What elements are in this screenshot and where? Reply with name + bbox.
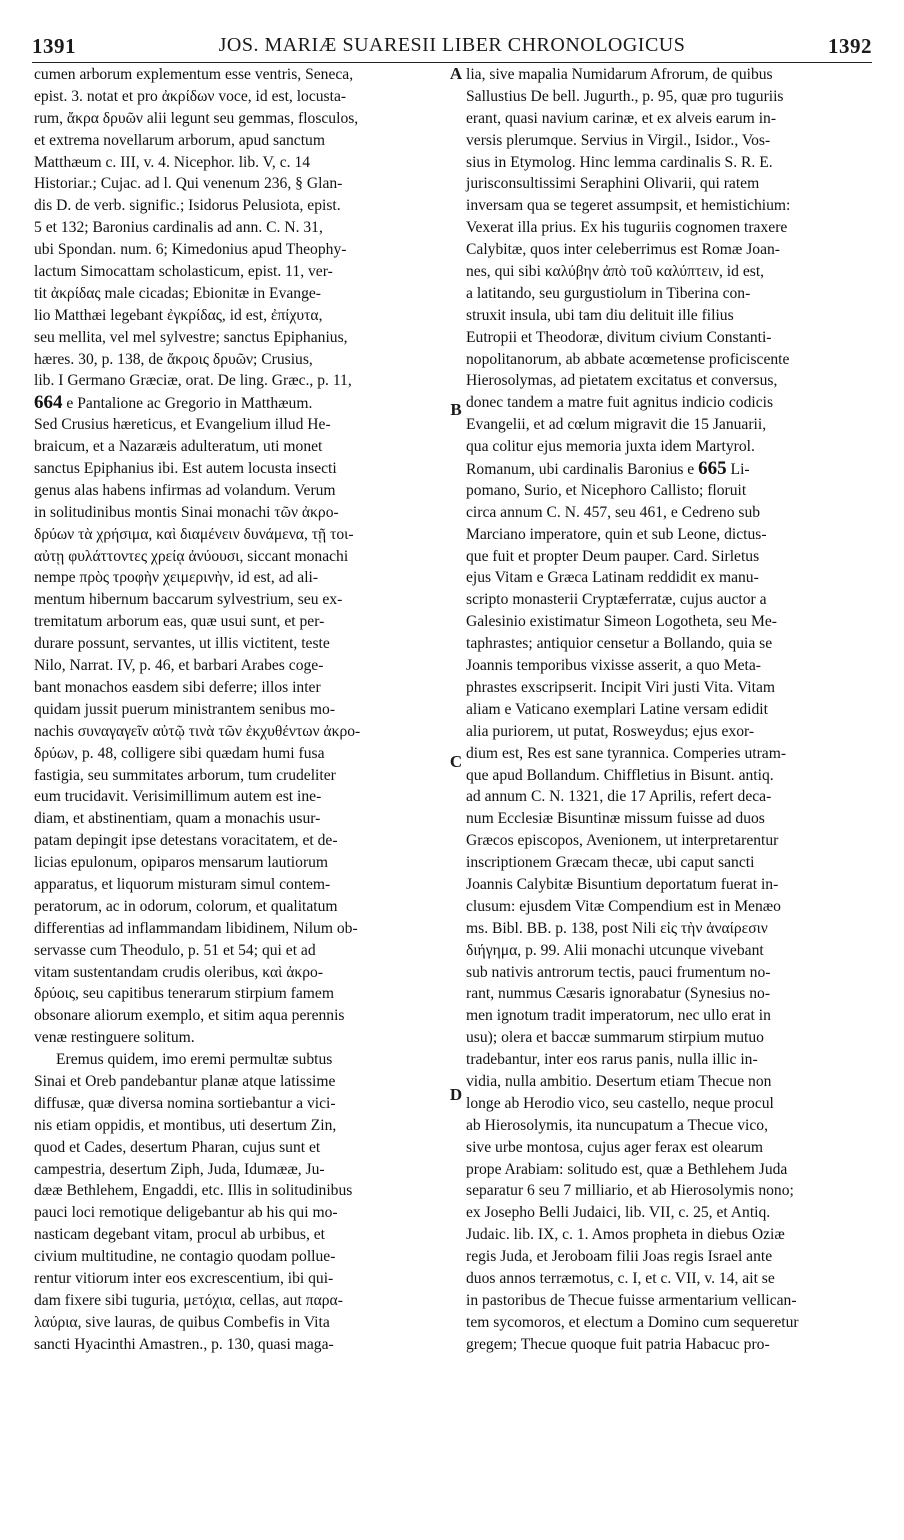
text-line: civium multitudine, ne contagio quodam pollue- — [34, 1248, 336, 1266]
text-line: Matthæum c. III, v. 4. Nicephor. lib. V, c. 14 — [34, 153, 311, 171]
running-title: JOS. MARIÆ SUARESII LIBER CHRONOLOGICUS — [218, 34, 686, 56]
text-line: nachis συναγαγεῖν αὐτῷ τινὰ τῶν ἐκχυθέντων ἀκρο- — [34, 722, 361, 740]
text-line: tremitatum arborum eas, quæ usui sunt, et per- — [34, 613, 325, 631]
text-line: apparatus, et liquorum misturam simul contem- — [34, 875, 331, 893]
text-line: δρύων, p. 48, colligere sibi quædam humi fusa — [34, 744, 325, 762]
text-line: dis D. de verb. signific.; Isidorus Pelusiota, epist. — [34, 197, 341, 215]
text-line: sius in Etymolog. Hinc lemma cardinalis S. R. E. — [466, 153, 773, 171]
text-line: tem sycomoros, et electum a Domino cum sequeretur — [466, 1313, 799, 1331]
text-line: regis Juda, et Jeroboam filii Joas regis Israel ante — [466, 1248, 773, 1266]
text-line: men ignotum tradit imperatorum, nec ullo erat in — [466, 1007, 771, 1025]
text-line: clusum: ejusdem Vitæ Compendium est in Menæo — [466, 897, 781, 915]
text-line: struxit insula, ubi tam diu delituit ille filius — [466, 306, 734, 324]
text-line: ad annum C. N. 1321, die 17 Aprilis, refert deca- — [466, 788, 772, 806]
text-line: διήγημα, p. 99. Alii monachi utcunque vivebant — [466, 941, 764, 959]
text-line: Galesinio existimatur Simeon Logotheta, seu Me- — [466, 613, 777, 631]
text-line: vitam sustentandam crudis oleribus, καὶ ἀκρο- — [34, 963, 324, 981]
text-line: scripto monasterii Cryptæferratæ, cujus auctor a — [466, 591, 767, 609]
left-page-number: 1391 — [32, 34, 76, 58]
text-line: Judaic. lib. IX, c. 1. Amos propheta in diebus Oziæ — [466, 1226, 785, 1244]
text-line: in pastoribus de Thecue fuisse armentarium vellican- — [466, 1291, 797, 1309]
text-line: 664 e Pantalione ac Gregorio in Matthæum. — [34, 392, 313, 414]
text-line: servasse cum Theodulo, p. 51 et 54; qui et ad — [34, 941, 316, 959]
text-line: δρύων τὰ χρήσιμα, καὶ διαμένειν δυνάμενα, τῇ τοι- — [34, 525, 354, 543]
text-line: num Ecclesiæ Bisuntinæ missum fuisse ad duos — [466, 810, 765, 828]
text-line: vidia, nulla ambitio. Desertum etiam Thecue non — [466, 1072, 772, 1090]
text-line: Vexerat illa prius. Ex his tuguriis cognomen traxere — [466, 219, 788, 237]
text-line: mentum hibernum baccarum sylvestrium, seu ex- — [34, 591, 343, 609]
text-line: et extrema novellarum arborum, apud sanctum — [34, 131, 325, 149]
text-line: Eremus quidem, imo eremi permultæ subtus — [56, 1051, 333, 1069]
text-line: taphrastes; antiquior censetur a Bollando, quia se — [466, 635, 773, 653]
text-line: dææ Bethlehem, Engaddi, etc. Illis in solitudinibus — [34, 1182, 353, 1200]
text-line: campestria, desertum Ziph, Juda, Idumææ, Ju- — [34, 1160, 325, 1178]
text-line: tit ἀκρίδας male cicadas; Ebionitæ in Evange- — [34, 284, 321, 302]
text-line: sancti Hyacinthi Amastren., p. 130, quasi maga- — [34, 1335, 334, 1353]
text-line: longe ab Herodio vico, seu castello, neque procul — [466, 1094, 774, 1112]
text-line: diffusæ, quæ diversa nomina sortiebantur a vici- — [34, 1094, 336, 1112]
text-line: dium est, Res est sane tyrannica. Comperies utram- — [466, 744, 787, 762]
text-line: dam fixere sibi tuguria, μετόχια, cellas, aut παρα- — [34, 1291, 343, 1309]
text-line: rant, nummus Cæsaris ignorabatur (Synesius no- — [466, 985, 771, 1003]
text-line: lio Matthæi legebant ἐγκρίδας, id est, ἐπίχυτα, — [34, 306, 323, 324]
section-marker-b: B — [450, 400, 462, 419]
text-line: qua colitur ejus memoria juxta idem Martyrol. — [466, 438, 755, 456]
text-line: quidam jussit puerum ministrantem senibus mo- — [34, 700, 336, 718]
text-line: aliam e Vaticano exemplari Latine versam edidit — [466, 700, 768, 718]
text-line: licias epulonum, opiparos mensarum lautiorum — [34, 854, 329, 872]
text-line: donec tandem a matre fuit agnitus indicio codicis — [466, 394, 774, 412]
text-line: Historiar.; Cujac. ad l. Qui venenum 236, § Glan- — [34, 175, 343, 193]
text-line: in solitudinibus montis Sinai monachi τῶν ἀκρο- — [34, 503, 339, 521]
text-line: epist. 3. notat et pro ἀκρίδων voce, id est, locusta- — [34, 87, 347, 105]
text-line: λαύρια, sive lauras, de quibus Combefis in Vita — [34, 1313, 330, 1331]
text-line: pomano, Surio, et Nicephoro Callisto; floruit — [466, 481, 747, 499]
text-line: Marciano imperatore, quin et sub Leone, dictus- — [466, 525, 767, 543]
right-page-number: 1392 — [828, 34, 872, 58]
text-line: rum, ἄκρα δρυῶν alii legunt seu gemmas, flosculos, — [34, 109, 359, 127]
text-line: venæ restinguere solitum. — [34, 1029, 195, 1047]
running-header — [32, 34, 872, 64]
text-line: Græcos episcopos, Avenionem, ut interpretarentur — [466, 832, 779, 850]
text-line: sub nativis antrorum tectis, pauci frumentum no- — [466, 963, 771, 981]
text-line: Sed Crusius hæreticus, et Evangelium illud He- — [34, 416, 331, 434]
text-line: Hierosolymas, ad pietatem excitatus et conversus, — [466, 372, 778, 390]
text-line: nis etiam oppidis, et montibus, uti desertum Zin, — [34, 1116, 337, 1134]
left-column — [34, 64, 439, 1356]
text-line: genus alas habens infirmas ad volandum. Verum — [34, 481, 336, 499]
header-rule — [32, 62, 872, 63]
text-line: a latitando, seu gurgustiolum in Tiberina con- — [466, 284, 751, 302]
text-line: hæres. 30, p. 138, de ἄκροις δρυῶν; Crusius, — [34, 350, 313, 368]
text-line: alia puriorem, ut putat, Rosweydus; ejus exor- — [466, 722, 755, 740]
text-line: ms. Bibl. BB. p. 138, post Nili εἰς τὴν ἀναίρεσιν — [466, 919, 768, 937]
text-line: versis plerumque. Servius in Virgil., Isidor., Vos- — [466, 131, 771, 149]
text-line: ejus Vitam e Græca Latinam reddidit ex manu- — [466, 569, 759, 587]
section-marker-a: A — [449, 64, 463, 83]
text-line: ab Hierosolymis, ita nuncupatum a Thecue vico, — [466, 1116, 768, 1134]
text-line: quod et Cades, desertum Pharan, cujus sunt et — [34, 1138, 321, 1156]
text-line: Nilo, Narrat. IV, p. 46, et barbari Arabes coge- — [34, 657, 324, 675]
text-line: pauci loci remotique deligebantur ab his qui mo- — [34, 1204, 338, 1222]
text-line: prope Arabiam: solitudo est, quæ a Bethlehem Juda — [466, 1160, 788, 1178]
text-line: braicum, et a Nazaræis adulteratum, uti monet — [34, 438, 323, 456]
text-line: gregem; Thecue quoque fuit patria Habacuc pro- — [466, 1335, 770, 1353]
text-line: ubi Spondan. num. 6; Kimedonius apud Theophy- — [34, 241, 347, 259]
text-line: 5 et 132; Baronius cardinalis ad ann. C. N. 31, — [34, 219, 323, 237]
text-line: cumen arborum explementum esse ventris, Seneca, — [34, 66, 354, 83]
text-line: Eutropii et Theodoræ, divitum civium Constanti- — [466, 328, 772, 346]
text-line: diam, et abstinentiam, quam a monachis usur- — [34, 810, 321, 828]
text-line: separatur 6 seu 7 milliario, et ab Hierosolymis nono; — [466, 1182, 794, 1200]
text-line: Calybitæ, quos inter celeberrimus est Romæ Joan- — [466, 241, 780, 259]
text-line: circa annum C. N. 457, seu 461, e Cedreno sub — [466, 503, 761, 521]
section-marker-d: D — [449, 1085, 463, 1104]
text-line: ex Josepho Belli Judaici, lib. VII, c. 25, et Antiq. — [466, 1204, 771, 1222]
text-line: αὐτῃ φυλάττοντες χρείᾳ ἀνύουσι, siccant monachi — [34, 547, 349, 565]
text-line: inscriptionem Græcam thecæ, ubi caput sancti — [466, 854, 755, 872]
text-line: lia, sive mapalia Numidarum Afrorum, de quibus — [466, 66, 773, 83]
text-line: jurisconsultissimi Seraphini Olivarii, qui ratem — [466, 175, 760, 193]
text-line: usu); olera et baccæ summarum stirpium mutuo — [466, 1029, 764, 1047]
margin-number: 665 — [698, 458, 727, 480]
text-line: que apud Bollandum. Chiffletius in Bisunt. antiq. — [466, 766, 774, 784]
text-line: duos annos terræmotus, c. I, et c. VII, v. 14, ait se — [466, 1269, 775, 1287]
text-line: Sallustius De bell. Jugurth., p. 95, quæ pro tuguriis — [466, 87, 784, 105]
text-line: sive urbe montosa, cujus ager ferax est olearum — [466, 1138, 764, 1156]
text-line: eum trucidavit. Verisimillimum autem est ine- — [34, 788, 322, 806]
text-line: sanctus Epiphanius ibi. Est autem locusta insecti — [34, 460, 337, 478]
text-line: fastigia, seu summitates arborum, tum crudeliter — [34, 766, 336, 784]
text-line: peratorum, ac in odorum, colorum, et qualitatum — [34, 897, 338, 915]
text-line: Romanum, ubi cardinalis Baronius e 665 Li- — [466, 458, 750, 480]
section-marker-c: C — [449, 752, 463, 771]
text-line: obsonare aliorum exemplo, et sitim aqua perennis — [34, 1007, 345, 1025]
text-line: que fuit et propter Deum pauper. Card. Sirletus — [466, 547, 760, 565]
text-line: seu mellita, vel mel sylvestre; sanctus Epiphanius, — [34, 328, 348, 346]
text-line: phrastes exscripserit. Incipit Viri justi Vita. Vitam — [466, 678, 776, 696]
text-line: nasticam degebant vitam, procul ab urbibus, et — [34, 1226, 325, 1244]
text-line: Sinai et Oreb pandebantur planæ atque latissime — [34, 1072, 336, 1090]
text-line: inversam qua se tegeret assumpsit, et hemistichium: — [466, 197, 791, 215]
text-line: Evangelii, et ad cœlum migravit die 15 Januarii, — [466, 416, 767, 434]
text-line: Joannis temporibus vixisse asserit, a quo Meta- — [466, 657, 761, 675]
text-line: differentias ad inflammandam libidinem, Nilum ob- — [34, 919, 358, 937]
text-line: lactum Simocattam scholasticum, epist. 11, ver- — [34, 263, 333, 281]
right-column — [466, 64, 871, 1356]
text-line: Joannis Calybitæ Bisuntium deportatum fuerat in- — [466, 875, 779, 893]
text-line: nopolitanorum, ab abbate acœmetense proficiscente — [466, 350, 790, 368]
text-line: durare possunt, servantes, ut illis victitent, teste — [34, 635, 330, 653]
text-line: patam depingit ipse detestans voracitatem, et de- — [34, 832, 338, 850]
text-line: erant, quasi navium carinæ, et ex alveis earum in- — [466, 109, 777, 127]
text-line: tradebantur, inter eos rarus panis, nulla illic in- — [466, 1051, 758, 1069]
text-line: bant monachos easdem sibi deferre; illos inter — [34, 678, 321, 696]
text-line: lib. I Germano Græciæ, orat. De ling. Græc., p. 11, — [34, 372, 352, 390]
margin-number: 664 — [34, 392, 63, 414]
text-line: nempe πρὸς τροφὴν χειμερινὴν, id est, ad ali- — [34, 569, 319, 587]
text-line: δρύοις, seu capitibus tenerarum stirpium famem — [34, 985, 334, 1003]
text-line: nes, qui sibi καλύβην ἀπὸ τοῦ καλύπτειν, id est, — [466, 263, 765, 281]
text-line: rentur vitiorum inter eos excrescentium, ibi qui- — [34, 1269, 334, 1287]
